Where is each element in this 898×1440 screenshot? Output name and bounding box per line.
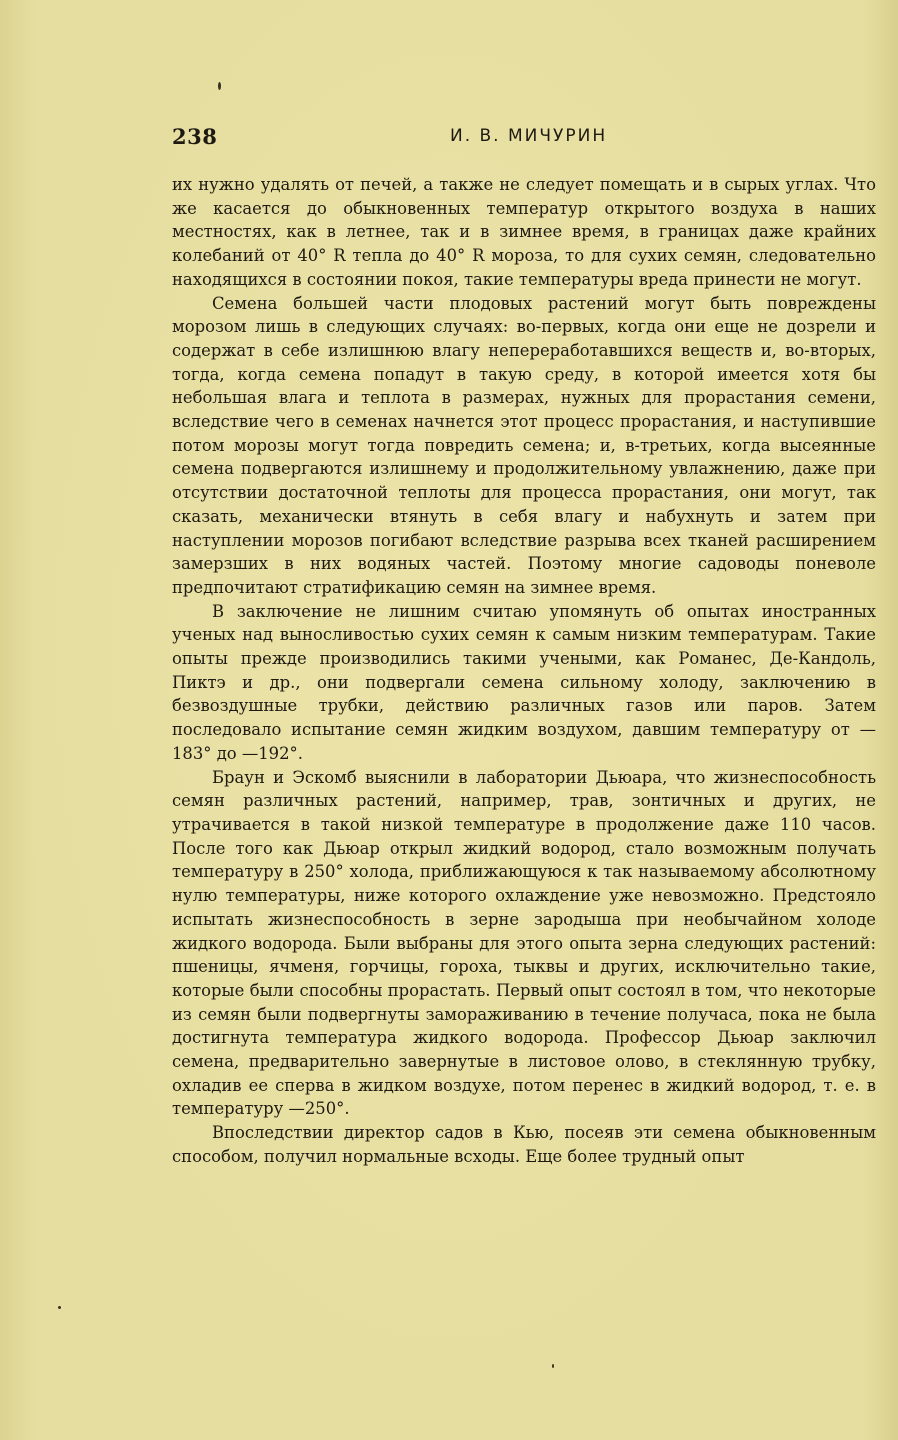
paragraph-2: Семена большей части плодовых растений могут быть повреждены морозом лишь в следующих случаях: во-первых, когда они еще не дозрели и содержат в себе излишнюю влагу непереработавшихся веществ и, во-вторых, тогда, когда семена попадут в такую среду, в которой имеется хотя бы небольшая влага и теплота в размерах, нужных для прорастания семени, вследствие чего в семенах начнется этот процесс прорастания, и наступившие потом морозы могут тогда повредить семена; и, в-третьих, когда высеянные семена подвергаются излишнему и продолжительному увлажнению, даже при отсутствии достаточной теплоты для процесса прорастания, они могут, так сказать, механически втянуть в себя влагу и набухнуть и затем при наступлении морозов погибают вследствие разрыва всех тканей расширением замерзших в них водяных частей. Поэтому многие садоводы поневоле предпочитают стратификацию семян на зимнее время.: [172, 293, 876, 597]
paragraph-5: Впоследствии директор садов в Кью, посеяв эти семена обыкновенным способом, получил нормальные всходы. Еще более трудный опыт: [172, 1123, 876, 1166]
body-text: [172, 173, 876, 1169]
paper-speck: [218, 82, 221, 90]
paper-speck: [552, 1364, 554, 1368]
paper-speck: [58, 1306, 61, 1309]
paragraph-4: Браун и Эскомб выяснили в лаборатории Дьюара, что жизнеспособность семян различных растений, например, трав, зонтичных и других, не утрачивается в такой низкой температуре в продолжение даже 110 часов. После того как Дьюар открыл жидкий водород, стало возможным получать температуру в 250° холода, приближающуюся к так называемому абсолютному нулю температуры, ниже которого охлаждение уже невозможно. Предстояло испытать жизнеспособность в зерне зародыша при необычайном холоде жидкого водорода. Были выбраны для этого опыта зерна следующих растений: пшеницы, ячменя, горчицы, гороха, тыквы и других, исключительно такие, которые были способны прорастать. Первый опыт состоял в том, что некоторые из семян были подвергнуты замораживанию в течение получаса, пока не была достигнута температура жидкого водорода. Профессор Дьюар заключил семена, предварительно завернутые в листовое олово, в стеклянную трубку, охладив ее сперва в жидком воздухе, потом перенес в жидкий водород, т. е. в температуру —250°.: [172, 767, 876, 1119]
paragraph-3: В заключение не лишним считаю упомянуть об опытах иностранных ученых над выносливостью сухих семян к самым низким температурам. Такие опыты прежде производились такими учеными, как Романес, Де-Кандоль, Пиктэ и др., они подвергали семена сильному холоду, заключению в безвоздушные трубки, действию различных газов или паров. Затем последовало испытание семян жидким воздухом, давшим температуру от —183° до —192°.: [172, 601, 876, 763]
paragraph-1: их нужно удалять от печей, а также не следует помещать и в сырых углах. Что же касается до обыкновенных температур открытого воздуха в наших местностях, как в летнее, так и в зимнее время, в границах даже крайних колебаний от 40° R тепла до 40° R мороза, то для сухих семян, следовательно находящихся в состоянии покоя, такие температуры вреда принести не могут.: [172, 175, 876, 289]
running-head: И. В. МИЧУРИН: [450, 126, 608, 146]
page-header: [172, 124, 876, 154]
page-number: 238: [172, 124, 218, 149]
